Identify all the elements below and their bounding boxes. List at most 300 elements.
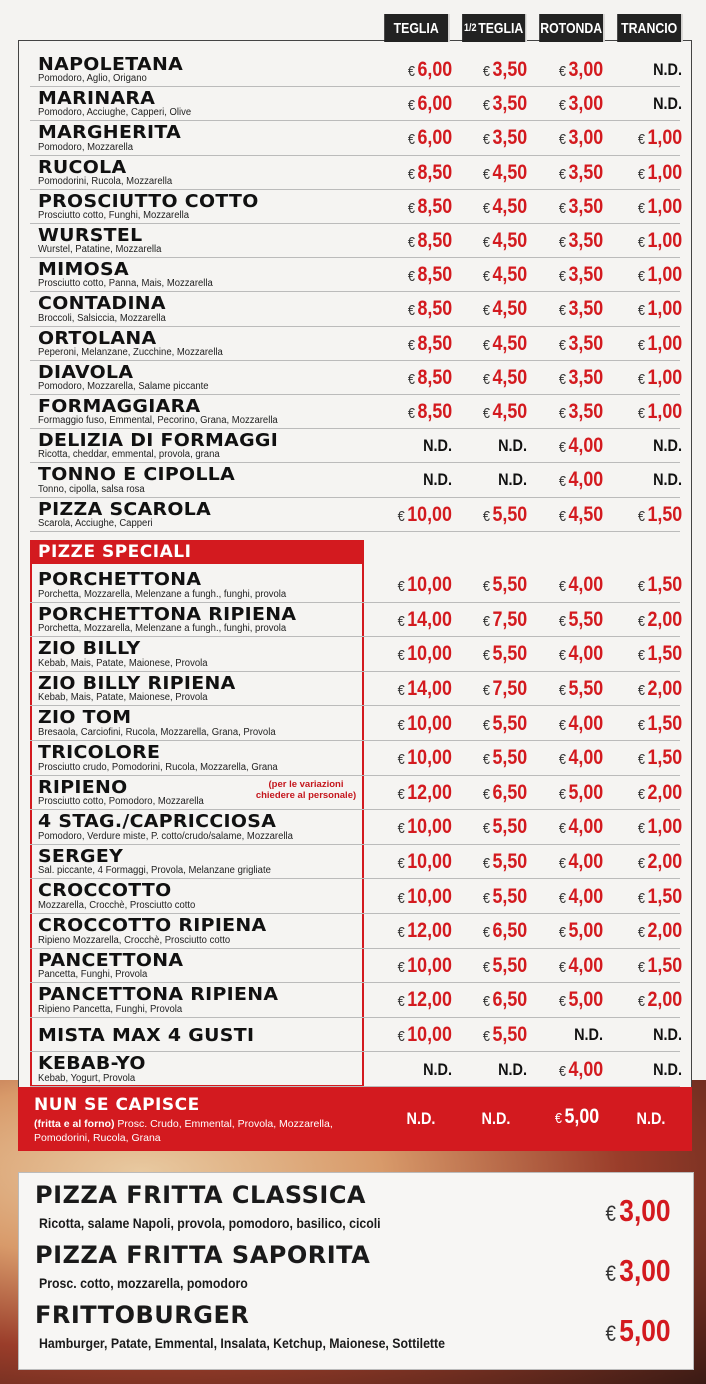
price	[638, 954, 682, 978]
euro-sign: €	[407, 165, 415, 183]
price-value: 5,50	[492, 884, 527, 908]
price	[559, 229, 603, 253]
pizza-name: MIMOSA	[38, 260, 129, 281]
price-value: 4,00	[568, 884, 603, 908]
price-value: 7,50	[492, 607, 527, 631]
price	[398, 746, 452, 770]
euro-sign: €	[558, 889, 566, 907]
euro-sign: €	[558, 1062, 566, 1080]
header-label: ROTONDA	[540, 19, 603, 37]
price-value: 3,50	[568, 160, 603, 184]
price-value: 2,00	[647, 780, 682, 804]
classic-price-3	[527, 190, 603, 224]
fritta-name: PIZZA FRITTA CLASSICA	[35, 1181, 367, 1209]
euro-sign: €	[558, 993, 566, 1011]
price	[638, 503, 682, 527]
euro-sign: €	[558, 336, 566, 354]
pizza-name: DELIZIA DI FORMAGGI	[38, 431, 279, 452]
speciale-price-1	[376, 914, 452, 949]
euro-sign: €	[407, 97, 415, 115]
classic-price-1	[376, 121, 452, 155]
pizza-name: RIPIENO	[38, 777, 128, 798]
price-value: 1,00	[647, 229, 682, 253]
euro-sign: €	[407, 370, 415, 388]
euro-sign: €	[558, 131, 566, 149]
price	[408, 58, 452, 82]
not-available-label: N.D.	[653, 436, 682, 456]
speciale-price-1	[376, 672, 452, 707]
fritta-price	[606, 1253, 671, 1289]
price-value: 4,00	[568, 815, 603, 839]
not-available-label: N.D.	[653, 470, 682, 490]
classic-row	[30, 190, 680, 224]
price	[398, 573, 452, 597]
euro-sign: €	[482, 958, 490, 976]
price-value: 4,50	[568, 502, 603, 526]
price-value: 4,00	[568, 573, 603, 597]
price	[398, 1023, 452, 1047]
classic-price-1	[376, 463, 452, 497]
pizza-name: MARINARA	[38, 89, 156, 110]
speciale-price-3	[527, 1018, 603, 1053]
header-col-1	[384, 14, 450, 42]
classic-price-1	[376, 87, 452, 121]
classic-price-2	[451, 463, 527, 497]
price	[559, 434, 603, 458]
speciale-price-2	[451, 637, 527, 672]
price	[408, 297, 452, 321]
fritta-ingredients: Hamburger, Patate, Emmental, Insalata, Ketchup, Maionese, Sottilette	[39, 1335, 445, 1351]
pizza-ingredients: Tonno, cipolla, salsa rosa	[38, 483, 145, 495]
classic-price-3	[527, 121, 603, 155]
speciale-price-1	[376, 568, 452, 603]
classic-price-2	[451, 395, 527, 429]
price	[398, 642, 452, 666]
pizza-name: PIZZA SCAROLA	[38, 499, 212, 520]
price	[483, 850, 527, 874]
price	[638, 400, 682, 424]
price	[559, 161, 603, 185]
euro-sign: €	[637, 268, 645, 286]
price-value: 1,50	[647, 573, 682, 597]
price-value: 1,00	[647, 194, 682, 218]
price-value: 5,00	[568, 988, 603, 1012]
classic-price-1	[376, 429, 452, 463]
classic-price-1	[376, 224, 452, 258]
euro-sign: €	[407, 199, 415, 217]
euro-sign: €	[407, 63, 415, 81]
pizza-ingredients: Ripieno Pancetta, Funghi, Provola	[38, 1003, 183, 1015]
euro-sign: €	[605, 1261, 617, 1286]
price	[559, 677, 603, 701]
classic-price-4	[606, 361, 682, 395]
price	[483, 815, 527, 839]
classic-price-4	[606, 224, 682, 258]
price-value: 10,00	[407, 815, 452, 839]
speciale-row	[30, 706, 680, 741]
euro-sign: €	[558, 820, 566, 838]
classic-price-3	[527, 258, 603, 292]
euro-sign: €	[637, 234, 645, 252]
price	[398, 503, 452, 527]
price-value: 4,50	[492, 331, 527, 355]
price	[483, 366, 527, 390]
price-value: 10,00	[407, 746, 452, 770]
price-value: 3,00	[568, 126, 603, 150]
pizza-name: PANCETTONA	[38, 950, 184, 971]
euro-sign: €	[637, 958, 645, 976]
price-value: 12,00	[407, 780, 452, 804]
euro-sign: €	[407, 405, 415, 423]
price-value: 5,00	[564, 1105, 599, 1128]
nun-se-capisce-banner	[18, 1087, 692, 1151]
price	[408, 92, 452, 116]
euro-sign: €	[482, 578, 490, 596]
euro-sign: €	[558, 647, 566, 665]
speciale-row	[30, 741, 680, 776]
speciale-price-1	[376, 741, 452, 776]
price-value: 6,50	[492, 919, 527, 943]
classic-price-2	[451, 498, 527, 532]
speciale-row	[30, 672, 680, 707]
pizza-name: PORCHETTONA	[38, 570, 202, 590]
price-value: 1,00	[647, 126, 682, 150]
classic-price-2	[451, 429, 527, 463]
speciale-price-4	[606, 1052, 682, 1087]
banner-price-1: N.D.	[406, 1109, 436, 1128]
price-value: 8,50	[417, 331, 452, 355]
price	[638, 366, 682, 390]
price	[398, 781, 452, 805]
price-value: 6,50	[492, 988, 527, 1012]
price	[638, 263, 682, 287]
speciale-row	[30, 568, 680, 603]
pizza-name: DIAVOLA	[38, 362, 134, 383]
euro-sign: €	[482, 855, 490, 873]
euro-sign: €	[637, 165, 645, 183]
classic-price-2	[451, 292, 527, 326]
speciale-price-2	[451, 1018, 527, 1053]
fritta-price	[606, 1313, 671, 1349]
speciale-row	[30, 983, 680, 1018]
header-label: TRANCIO	[621, 19, 678, 37]
header-label: TEGLIA	[393, 19, 439, 37]
price	[483, 988, 527, 1012]
speciale-price-1	[376, 603, 452, 638]
price	[483, 885, 527, 909]
row-divider	[30, 531, 680, 532]
speciale-price-1	[376, 776, 452, 811]
pizza-ingredients: Prosciutto crudo, Pomodorini, Rucola, Mozzarella, Grana	[38, 761, 278, 773]
classic-price-1	[376, 190, 452, 224]
price-value: 5,50	[492, 502, 527, 526]
price-value: 3,50	[568, 229, 603, 253]
euro-sign: €	[558, 439, 566, 457]
classic-price-1	[376, 156, 452, 190]
price-value: 8,50	[417, 365, 452, 389]
price	[559, 954, 603, 978]
speciale-price-3	[527, 672, 603, 707]
pizza-ingredients: Sal. piccante, 4 Formaggi, Provola, Melanzane grigliate	[38, 865, 271, 877]
price-value: 3,50	[568, 400, 603, 424]
price	[559, 608, 603, 632]
pizza-name: NAPOLETANA	[38, 55, 184, 75]
pizza-ingredients: Scarola, Acciughe, Capperi	[38, 517, 153, 529]
price-value: 1,50	[647, 953, 682, 977]
not-available-label: N.D.	[653, 94, 682, 114]
classic-row	[30, 463, 680, 497]
price-value: 10,00	[407, 573, 452, 597]
price	[638, 885, 682, 909]
price	[638, 195, 682, 219]
classic-price-1	[376, 361, 452, 395]
euro-sign: €	[637, 751, 645, 769]
speciale-price-3	[527, 983, 603, 1018]
speciale-price-2	[451, 1052, 527, 1087]
euro-sign: €	[637, 507, 645, 525]
speciali-title: PIZZE SPECIALI	[30, 540, 362, 564]
speciale-price-2	[451, 949, 527, 984]
speciale-row	[30, 810, 680, 845]
speciale-price-1	[376, 810, 452, 845]
not-available-label: N.D.	[498, 470, 527, 490]
classic-price-1	[376, 53, 452, 87]
euro-sign: €	[558, 924, 566, 942]
price	[398, 885, 452, 909]
price-value: 10,00	[407, 642, 452, 666]
euro-sign: €	[637, 855, 645, 873]
price	[559, 263, 603, 287]
price	[559, 297, 603, 321]
price	[559, 503, 603, 527]
price	[408, 161, 452, 185]
price	[559, 126, 603, 150]
speciale-price-3	[527, 949, 603, 984]
euro-sign: €	[637, 647, 645, 665]
price	[559, 1058, 603, 1082]
pizza-ingredients: Pomodoro, Verdure miste, P. cotto/crudo/salame, Mozzarella	[38, 830, 293, 842]
price-value: 4,50	[492, 400, 527, 424]
price	[559, 332, 603, 356]
euro-sign: €	[637, 682, 645, 700]
speciale-row	[30, 1018, 680, 1053]
price	[638, 229, 682, 253]
price-value: 4,00	[568, 642, 603, 666]
price-value: 2,00	[647, 850, 682, 874]
euro-sign: €	[637, 405, 645, 423]
pizza-name: CONTADINA	[38, 294, 166, 315]
speciale-price-2	[451, 983, 527, 1018]
price	[638, 815, 682, 839]
price-value: 5,00	[619, 1313, 671, 1348]
price-value: 3,50	[568, 194, 603, 218]
price	[559, 58, 603, 82]
classic-price-2	[451, 156, 527, 190]
euro-sign: €	[397, 612, 405, 630]
euro-sign: €	[397, 820, 405, 838]
variation-note: (per le variazioni chiedere al personale)	[255, 778, 357, 801]
pizza-ingredients: Pomodoro, Mozzarella, Salame piccante	[38, 380, 209, 392]
classic-price-1	[376, 395, 452, 429]
classic-row	[30, 429, 680, 463]
price	[638, 850, 682, 874]
classic-price-1	[376, 258, 452, 292]
euro-sign: €	[637, 336, 645, 354]
euro-sign: €	[558, 405, 566, 423]
price	[408, 263, 452, 287]
price-value: 3,00	[568, 58, 603, 82]
euro-sign: €	[637, 370, 645, 388]
price	[559, 400, 603, 424]
pizza-name: ZIO BILLY	[38, 639, 141, 660]
price-value: 4,50	[492, 263, 527, 287]
fritta-name: PIZZA FRITTA SAPORITA	[35, 1241, 371, 1269]
classic-row	[30, 121, 680, 155]
header-col-4	[617, 14, 683, 42]
speciale-price-3	[527, 1052, 603, 1087]
price-value: 5,50	[492, 573, 527, 597]
euro-sign: €	[482, 302, 490, 320]
price-value: 5,50	[492, 850, 527, 874]
price-value: 2,00	[647, 988, 682, 1012]
euro-sign: €	[482, 924, 490, 942]
euro-sign: €	[637, 578, 645, 596]
classic-price-4	[606, 121, 682, 155]
speciale-price-3	[527, 568, 603, 603]
euro-sign: €	[558, 473, 566, 491]
not-available-label: N.D.	[498, 436, 527, 456]
not-available-label: N.D.	[653, 1025, 682, 1045]
speciale-price-4	[606, 879, 682, 914]
classic-price-4	[606, 327, 682, 361]
price-value: 8,50	[417, 160, 452, 184]
price-value: 6,00	[417, 58, 452, 82]
price-value: 8,50	[417, 263, 452, 287]
price-value: 1,00	[647, 331, 682, 355]
price	[483, 195, 527, 219]
euro-sign: €	[605, 1201, 617, 1226]
euro-sign: €	[397, 958, 405, 976]
speciale-price-3	[527, 776, 603, 811]
classic-price-2	[451, 190, 527, 224]
price	[483, 161, 527, 185]
price-value: 4,00	[568, 711, 603, 735]
speciale-price-3	[527, 706, 603, 741]
euro-sign: €	[558, 370, 566, 388]
pizza-ingredients: Pomodoro, Aglio, Origano	[38, 73, 147, 85]
euro-sign: €	[637, 820, 645, 838]
speciale-price-1	[376, 879, 452, 914]
classic-price-4	[606, 395, 682, 429]
pizza-name: MISTA MAX 4 GUSTI	[38, 1025, 255, 1046]
price	[483, 1023, 527, 1047]
speciale-price-2	[451, 741, 527, 776]
pizza-ingredients: Kebab, Mais, Patate, Maionese, Provola	[38, 657, 208, 669]
pizza-name: ORTOLANA	[38, 328, 157, 349]
pizza-name: TRICOLORE	[38, 743, 161, 763]
euro-sign: €	[558, 507, 566, 525]
price-value: 4,00	[568, 746, 603, 770]
header-col-2	[462, 14, 527, 42]
price-value: 5,50	[492, 1023, 527, 1047]
speciale-price-3	[527, 914, 603, 949]
euro-sign: €	[397, 924, 405, 942]
classic-price-3	[527, 361, 603, 395]
banner-price-3	[555, 1105, 599, 1129]
price-value: 10,00	[407, 850, 452, 874]
price	[483, 746, 527, 770]
price	[408, 195, 452, 219]
price-value: 5,50	[492, 642, 527, 666]
pizza-name: PANCETTONA RIPIENA	[38, 985, 279, 1006]
price-value: 8,50	[417, 194, 452, 218]
price-value: 6,00	[417, 92, 452, 116]
price-value: 1,50	[647, 642, 682, 666]
price	[483, 263, 527, 287]
price-value: 4,00	[568, 1057, 603, 1081]
pizza-name: 4 STAG./CAPRICCIOSA	[38, 812, 277, 833]
classic-price-3	[527, 395, 603, 429]
speciale-price-4	[606, 672, 682, 707]
price-value: 4,50	[492, 160, 527, 184]
pizza-ingredients: Wurstel, Patatine, Mozzarella	[38, 244, 162, 256]
pizza-ingredients: Prosciutto cotto, Funghi, Mozzarella	[38, 209, 190, 221]
euro-sign: €	[482, 612, 490, 630]
price-value: 8,50	[417, 297, 452, 321]
classic-row	[30, 395, 680, 429]
price-value: 12,00	[407, 919, 452, 943]
speciale-price-1	[376, 983, 452, 1018]
speciale-price-2	[451, 810, 527, 845]
classic-price-3	[527, 156, 603, 190]
price-value: 3,50	[568, 331, 603, 355]
classic-price-4	[606, 463, 682, 497]
fritta-ingredients: Prosc. cotto, mozzarella, pomodoro	[39, 1275, 248, 1291]
price-value: 5,50	[568, 607, 603, 631]
pizza-name: ZIO TOM	[38, 708, 132, 729]
price	[483, 919, 527, 943]
euro-sign: €	[558, 234, 566, 252]
price-value: 5,50	[492, 746, 527, 770]
price	[483, 608, 527, 632]
pizza-ingredients: Porchetta, Mozzarella, Melenzane a fungh., funghi, provola	[38, 623, 287, 635]
classic-row	[30, 361, 680, 395]
euro-sign: €	[482, 370, 490, 388]
price-value: 4,00	[568, 953, 603, 977]
price	[559, 815, 603, 839]
banner-price-2: N.D.	[481, 1109, 511, 1128]
speciale-row	[30, 637, 680, 672]
speciale-row	[30, 949, 680, 984]
euro-sign: €	[482, 716, 490, 734]
price	[398, 850, 452, 874]
price-value: 5,50	[568, 677, 603, 701]
classic-price-2	[451, 327, 527, 361]
speciale-price-4	[606, 1018, 682, 1053]
not-available-label: N.D.	[653, 60, 682, 80]
classic-row	[30, 498, 680, 532]
euro-sign: €	[637, 993, 645, 1011]
euro-sign: €	[482, 234, 490, 252]
price	[483, 642, 527, 666]
speciale-price-2	[451, 603, 527, 638]
classic-price-4	[606, 190, 682, 224]
price-value: 4,00	[568, 434, 603, 458]
price-value: 4,00	[568, 850, 603, 874]
euro-sign: €	[397, 889, 405, 907]
price	[638, 332, 682, 356]
speciale-row	[30, 879, 680, 914]
